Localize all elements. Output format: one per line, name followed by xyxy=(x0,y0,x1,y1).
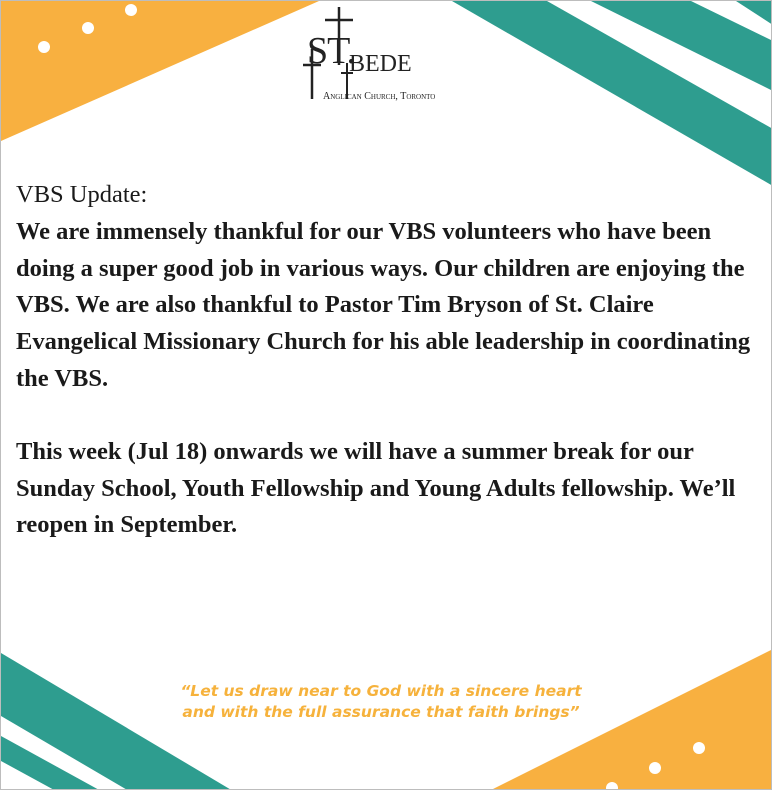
top-left-orange-shape xyxy=(1,1,319,141)
logo-subtitle: Anglican Church, Toronto xyxy=(323,91,436,102)
bottom-right-dot xyxy=(649,762,661,774)
top-right-teal-stripe xyxy=(736,1,772,25)
update-paragraph-2: This week (Jul 18) onwards we will have a summer break for our Sunday School, Youth Fellowship and Young Adults fellowship. We’ll reopen in September. xyxy=(16,437,736,539)
quote-line-1: “Let us draw near to God with a sincere heart xyxy=(180,682,582,700)
logo-bede-text: BEDE xyxy=(349,51,412,77)
bottom-right-dot xyxy=(693,742,705,754)
paragraph-spacer xyxy=(16,398,756,434)
update-heading: VBS Update: xyxy=(16,181,148,208)
top-left-dot xyxy=(125,4,137,16)
quote-line-2: and with the full assurance that faith brings” xyxy=(182,703,580,721)
logo-st-text: ST. xyxy=(307,30,356,72)
update-body xyxy=(16,177,756,544)
top-left-dot xyxy=(82,22,94,34)
update-paragraph-1: We are immensely thankful for our VBS volunteers who have been doing a super good job in various ways. Our children are enjoying the VBS. We are also thankful to Pastor Tim Bryson of St. Claire Evangelical Missionary Church for his able leadership in coordinating the VBS. xyxy=(16,217,751,392)
top-left-dot xyxy=(38,41,50,53)
church-logo xyxy=(301,3,476,103)
scripture-quote xyxy=(141,681,621,723)
